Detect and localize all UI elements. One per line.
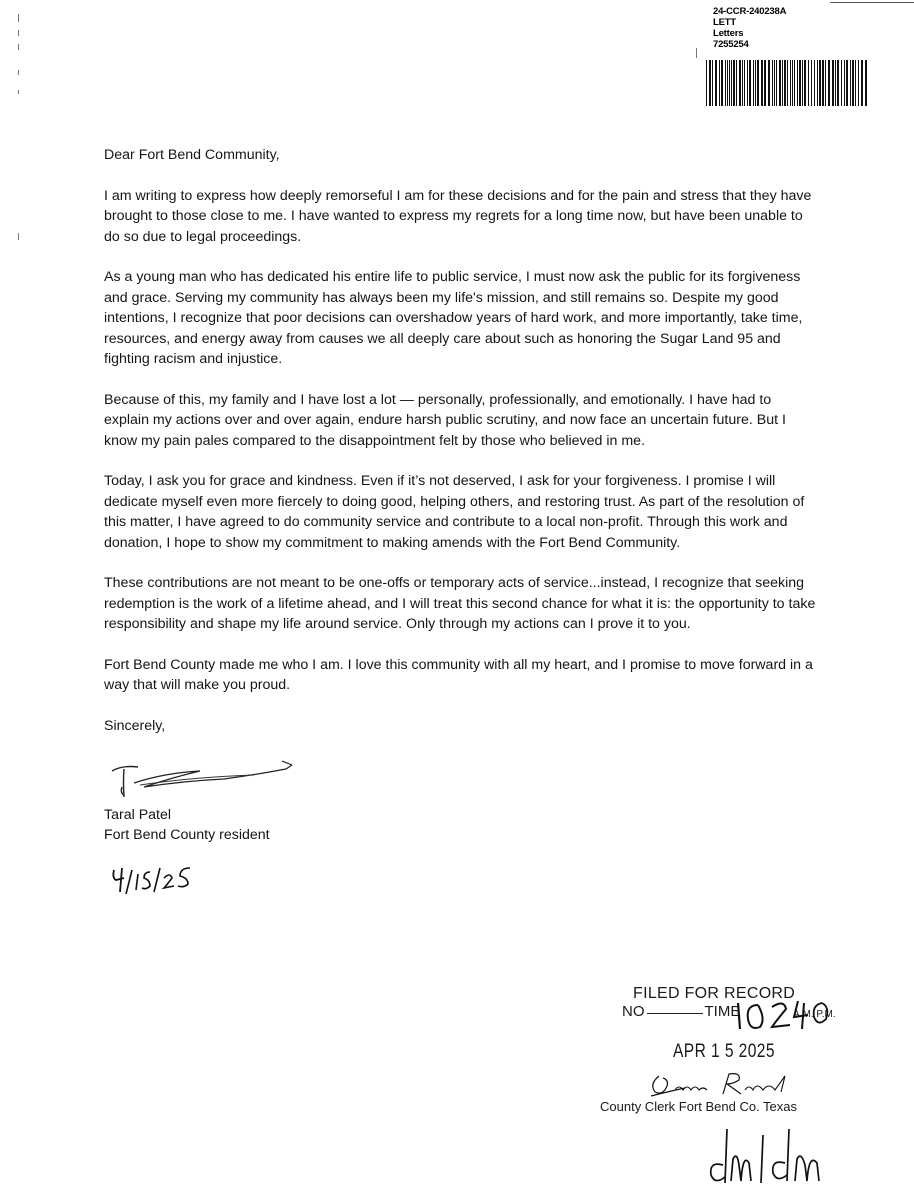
- barcode-bar: [846, 60, 848, 106]
- barcode-bar: [797, 60, 798, 106]
- barcode-bar: [811, 60, 812, 106]
- scan-mark: [18, 30, 19, 36]
- handwritten-date: [110, 862, 200, 902]
- filing-label: [713, 6, 786, 50]
- scan-mark: [18, 70, 19, 75]
- paragraph-1: I am writing to express how deeply remorseful I am for these decisions and for the pain and stress that they have brought to those close to me. I have wanted to express my regrets for a long time now, but have been unable to do so due to legal proceedings.: [104, 187, 812, 245]
- scan-mark: [18, 44, 19, 50]
- barcode-bar: [808, 60, 809, 106]
- stamp-title: FILED FOR RECORD: [633, 985, 796, 1002]
- barcode-bar: [779, 60, 781, 106]
- closing: Sincerely,: [104, 718, 166, 735]
- label-type: Letters: [713, 28, 744, 39]
- barcode-bar: [719, 60, 720, 106]
- barcode-bar: [712, 60, 713, 106]
- stamp-no-label: NO: [622, 1003, 645, 1020]
- handwritten-time: [732, 993, 832, 1035]
- barcode-bar: [832, 60, 834, 106]
- letter-body: [104, 145, 819, 846]
- barcode-bar: [774, 60, 775, 106]
- barcode-bar: [858, 60, 859, 106]
- scan-mark: [18, 14, 19, 22]
- barcode: [706, 60, 870, 106]
- barcode-bar: [799, 60, 801, 106]
- barcode-bar: [709, 60, 711, 106]
- salutation: Dear Fort Bend Community,: [104, 147, 280, 163]
- barcode-bar: [794, 60, 795, 106]
- barcode-bar: [757, 60, 759, 106]
- barcode-bar: [706, 60, 707, 106]
- clerk-signature: [645, 1070, 795, 1102]
- paragraph-3: Because of this, my family and I have lost a lot — personally, professionally, and emotionally. I have had to explain my actions over and over again, endure harsh public scrutiny, and now face an uncertain future. But I know my pain pales compared to the disappointment felt by those who believed in me.: [104, 391, 786, 449]
- barcode-bar: [761, 60, 763, 106]
- barcode-bar: [731, 60, 732, 106]
- signer-title: Fort Bend County resident: [104, 827, 270, 844]
- barcode-bar: [721, 60, 723, 106]
- barcode-bar: [768, 60, 770, 106]
- signer-name: Taral Patel: [104, 807, 172, 824]
- barcode-bar: [861, 60, 863, 106]
- barcode-bar: [782, 60, 783, 106]
- barcode-bar: [819, 60, 821, 106]
- barcode-bar: [727, 60, 728, 106]
- barcode-bar: [733, 60, 735, 106]
- stamp-number-time: [622, 1003, 740, 1020]
- barcode-bar: [814, 60, 815, 106]
- paragraph-6: Fort Bend County made me who I am. I love this community with all my heart, and I promise to move forward in a way that will make you proud.: [104, 657, 813, 694]
- paragraph-5: These contributions are not meant to be one-offs or temporary acts of service...instead, I recognize that seeking redemption is the work of a lifetime ahead, and I will treat this second chance for what it is: the opportunity to take responsibility and shape my life around service. Only through my actions can I prove it to you.: [104, 575, 816, 633]
- barcode-bar: [755, 60, 756, 106]
- barcode-bar: [792, 60, 793, 106]
- barcode-bar: [865, 60, 867, 106]
- stamp-date: APR 1 5 2025: [673, 1041, 775, 1062]
- scan-mark: [18, 233, 19, 240]
- barcode-bar: [772, 60, 773, 106]
- barcode-bar: [841, 60, 842, 106]
- stamp-no-blank: [647, 1013, 703, 1014]
- barcode-bar: [729, 60, 730, 106]
- barcode-bar: [802, 60, 803, 106]
- paragraph-2: As a young man who has dedicated his entire life to public service, I must now ask the public for its forgiveness and grace. Serving my community has always been my life's mission, and still remains so. Despite my good intentions, I recognize that poor decisions can overshadow years of hard work, and more importantly, take time, resources, and energy away from causes we all deeply care about such as honoring the Sugar Land 95 and fighting racism and injustice.: [104, 269, 803, 368]
- barcode-bar: [784, 60, 786, 106]
- barcode-bar: [804, 60, 806, 106]
- barcode-bar: [844, 60, 845, 106]
- barcode-bar: [744, 60, 745, 106]
- barcode-bar: [747, 60, 748, 106]
- signature: [104, 757, 304, 805]
- scan-mark: [696, 48, 697, 58]
- barcode-bar: [835, 60, 836, 106]
- label-code: LETT: [713, 17, 736, 28]
- barcode-bar: [817, 60, 818, 106]
- barcode-bar: [715, 60, 717, 106]
- barcode-bar: [822, 60, 824, 106]
- label-doc-id: 7255254: [713, 39, 749, 50]
- barcode-bar: [776, 60, 777, 106]
- barcode-bar: [736, 60, 737, 106]
- barcode-bar: [850, 60, 851, 106]
- barcode-bar: [725, 60, 726, 106]
- barcode-bar: [742, 60, 743, 106]
- barcode-bar: [753, 60, 754, 106]
- scan-mark: [18, 90, 19, 94]
- barcode-bar: [764, 60, 766, 106]
- filed-stamp: [600, 985, 850, 1120]
- barcode-bar: [828, 60, 830, 106]
- barcode-bar: [852, 60, 854, 106]
- barcode-bar: [855, 60, 856, 106]
- stamp-clerk: County Clerk Fort Bend Co. Texas: [600, 1099, 798, 1114]
- barcode-bar: [739, 60, 741, 106]
- top-rule: [830, 2, 914, 3]
- barcode-bar: [837, 60, 839, 106]
- stamp-time-label: TIME: [704, 1003, 741, 1020]
- barcode-bar: [790, 60, 791, 106]
- case-number: 24-CCR-240238A: [713, 6, 787, 17]
- barcode-bar: [749, 60, 751, 106]
- barcode-bar: [825, 60, 826, 106]
- stamp-ampm: A.M. P.M.: [793, 1009, 836, 1020]
- barcode-bar: [787, 60, 788, 106]
- handwritten-initials: [705, 1125, 855, 1187]
- paragraph-4: Today, I ask you for grace and kindness. Even if it’s not deserved, I ask for your forgiveness. I promise I will dedicate myself even more fiercely to doing good, helping others, and restoring trust. As part of the resolution of this matter, I have agreed to do community service and contribute to a local non-profit. Through this work and donation, I hope to show my commitment to making amends with the Fort Bend Community.: [104, 473, 805, 551]
